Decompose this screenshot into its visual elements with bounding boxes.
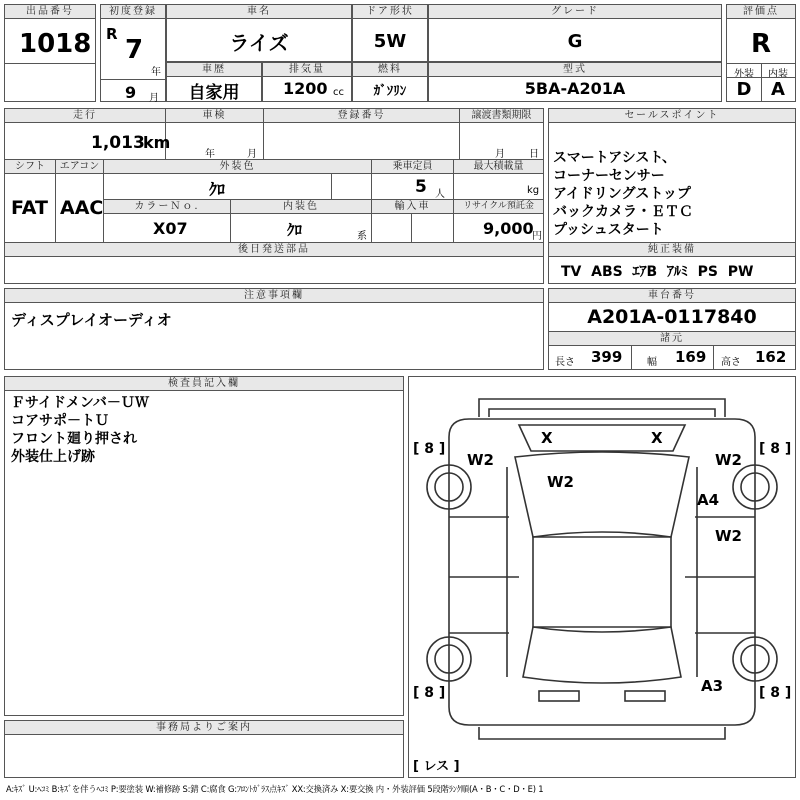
displacement: 1200 [283,79,328,98]
inspector-line: コアサポ－トＵ [11,413,109,429]
displacement-unit: cc [333,87,344,98]
length: 399 [591,348,623,366]
mark-windshield-right: X [651,429,663,447]
model-label: 型式 [429,63,721,77]
era: R [106,25,118,43]
specs-label: 諸元 [549,332,795,346]
office-label: 事務局よりご案内 [5,721,403,735]
later-parts-label: 後日発送部品 [5,243,543,257]
legend: A:ｷｽﾞ U:ﾍｺﾐ B:ｷｽﾞを伴うﾍｺﾐ P:要塗装 W:補修跡 S:錆 C:腐食 G:ﾌﾛﾝﾄｶﾞﾗｽ点ｷｽﾞ XX:交換済み X:要交換 内・外装評価 5段階ﾗﾝｸ順(A・B・C・D・E) 1 [6,784,544,794]
mileage-label: 走行 [5,109,165,123]
notes-text: ディスプレイオーディオ [11,311,172,329]
interior-grade: A [771,79,785,100]
int-color: ｸﾛ [287,221,303,239]
equip-item: ABS [591,264,623,280]
recycle-label: リサイクル預託金 [453,200,543,214]
door-label: ドア形状 [353,5,427,19]
door-box [352,4,428,62]
model-box [428,62,722,102]
int-color-unit: 系 [357,231,367,242]
info-block [4,108,544,284]
recycle: 9,000 [483,219,534,238]
sales-line: スマートアシスト、 [553,150,677,166]
insp-month-unit: 月 [247,149,257,160]
equip-item: ｴｱB [632,264,658,280]
tire-rl-bracket: [ 8 ] [413,685,446,701]
notes-box [4,288,544,370]
color-no: X07 [153,219,188,238]
capacity-unit: 人 [435,189,445,200]
shift: FAT [11,197,48,219]
sales-line: コーナーセンサー [553,168,665,184]
inspector-line: 外装仕上げ跡 [11,449,95,465]
score: R [750,29,772,59]
displacement-label: 排気量 [263,63,351,77]
tire-rr-bracket: [ 8 ] [759,685,792,701]
sales-line: プッシュスタート [553,222,664,238]
mileage: 1,013 [91,133,145,153]
tire-fr-depth: 8 [770,441,781,457]
mark-hood: W2 [547,473,574,491]
color-no-label: カラーＮｏ. [104,200,230,214]
width: 169 [675,348,707,366]
aircon-label: エアコン [55,160,103,174]
chassis-box [548,288,796,370]
spare-status: レス [423,759,450,774]
tire-rr-depth: 8 [770,685,781,701]
transfer-month-unit: 月 [495,149,505,160]
equip-item: PS [697,264,718,280]
sales-points [553,149,693,239]
grade-label: グレード [429,5,721,19]
mark-windshield-left: X [541,429,553,447]
height-label: 高さ [721,357,741,368]
ext-color: ｸﾛ [208,180,225,199]
history-box [166,62,262,102]
mileage-unit: km [143,133,171,152]
lot-number: 1018 [19,29,92,59]
fuel-box [352,62,428,102]
score-label: 評価点 [727,5,795,19]
inspector-box [4,376,404,716]
car-name-label: 車名 [167,5,351,19]
inspector-line: フロント廻り押され [11,431,137,447]
exterior-grade: D [736,79,752,100]
car-name: ライズ [229,31,289,55]
reg-year: 7 [125,35,144,65]
lot-box [4,4,96,102]
tire-fr-bracket: [ 8 ] [759,441,792,457]
aircon: AAC [60,197,104,219]
notes-label: 注意事項欄 [5,289,543,303]
mark-door-right-rear: W2 [715,527,742,545]
office-box [4,720,404,778]
equip-item: TV [561,264,582,280]
transfer-day-unit: 日 [529,149,539,160]
reg-month: 9 [125,83,137,102]
max-load-label: 最大積載量 [453,160,543,174]
max-load-unit: kg [527,185,540,196]
spare-tire: [ レス ] [413,759,460,774]
capacity-label: 乗車定員 [371,160,453,174]
length-label: 長さ [555,357,575,368]
int-color-label: 内装色 [230,200,371,214]
inspector-line: Ｆサイドメンバ－ＵＷ [11,395,149,411]
exterior-label: 外装 [734,69,754,80]
transfer-label: 譲渡書類期限 [459,109,543,123]
inspector-label: 検査員記入欄 [5,377,403,391]
import-label: 輸入車 [371,200,453,214]
first-reg-label: 初度登録 [101,5,165,19]
chassis-number: A201A-0117840 [587,306,757,328]
ext-color-label: 外装色 [103,160,371,174]
equipment-label: 純正装備 [549,243,795,257]
shift-label: シフト [5,160,55,174]
year-unit: 年 [151,67,161,78]
sales-box [548,108,796,284]
model: 5BA-A201A [524,79,626,98]
inspector-notes [11,394,149,466]
grade: G [567,31,583,52]
reg-no-label: 登録番号 [263,109,459,123]
fuel-label: 燃料 [353,63,427,77]
tire-fl-depth: 8 [424,441,435,457]
history-label: 車歴 [167,63,261,77]
insp-year-unit: 年 [205,149,215,160]
mark-front-left: W2 [467,451,494,469]
mark-rear-right: A3 [701,677,724,695]
car-name-box [166,4,352,62]
fuel: ｶﾞｿﾘﾝ [373,84,407,99]
sales-label: セールスポイント [549,109,795,123]
condition-diagram [408,376,796,778]
tire-rl-depth: 8 [424,685,435,701]
recycle-unit: 円 [532,231,542,242]
chassis-label: 車台番号 [549,289,795,303]
history: 自家用 [188,83,240,103]
tire-fl-bracket: [ 8 ] [413,441,446,457]
sales-line: アイドリングストップ [553,186,691,202]
interior-label: 内装 [768,69,788,80]
car-outline [409,377,795,777]
sales-line: バックカメラ・ＥＴＣ [553,204,693,220]
equip-item: ｱﾙﾐ [666,264,688,280]
door-type: 5W [373,31,407,52]
mark-front-right: W2 [715,451,742,469]
score-box [726,4,796,102]
mark-door-right: A4 [697,491,720,509]
capacity: 5 [415,177,427,197]
equip-item: PW [727,264,754,280]
lot-label: 出品番号 [5,5,95,19]
height: 162 [755,348,787,366]
month-unit: 月 [149,93,159,104]
inspection-label: 車検 [165,109,263,123]
equipment-list [561,261,753,281]
first-reg-box [100,4,166,102]
displacement-box [262,62,352,102]
grade-box [428,4,722,62]
width-label: 幅 [647,357,657,368]
